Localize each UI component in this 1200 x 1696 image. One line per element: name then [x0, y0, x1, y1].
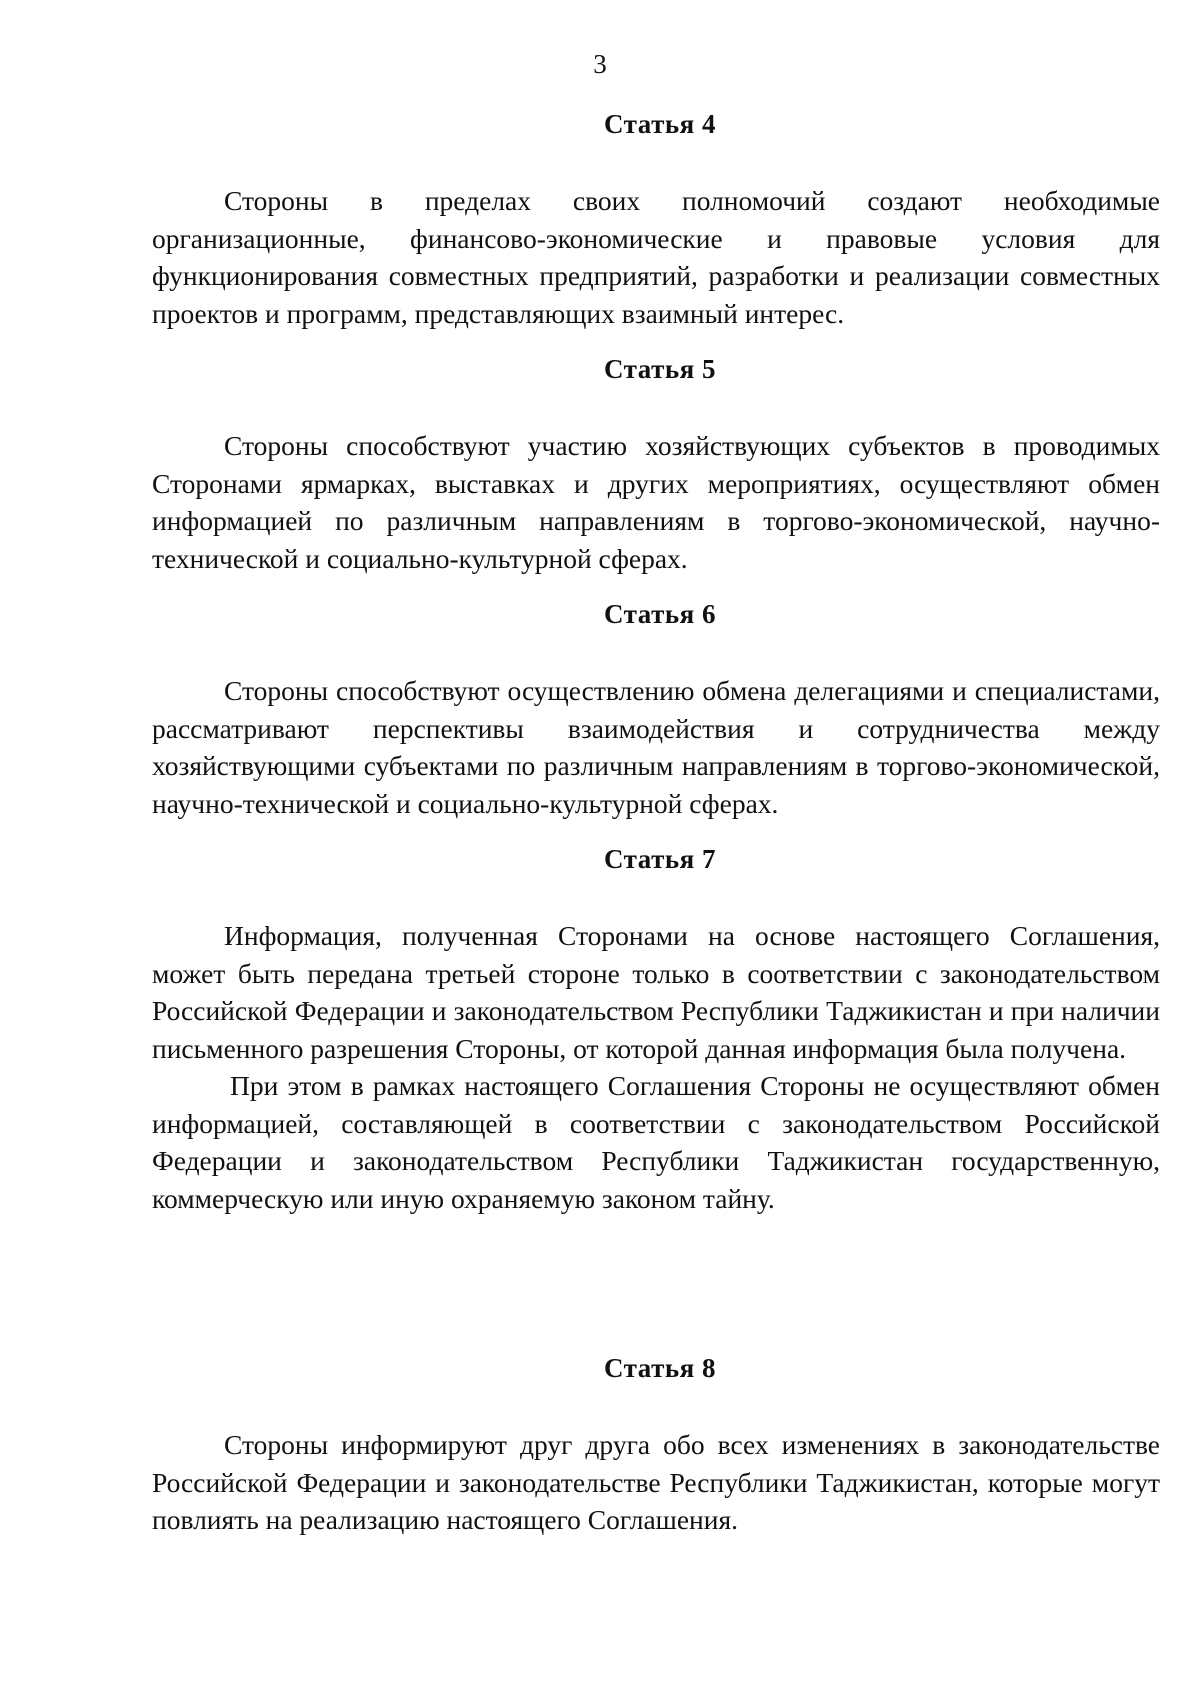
article-paragraph: Стороны способствуют участию хозяйствующих субъектов в проводимых Сторонами ярмарках, выставках и других мероприятиях, осуществляют обмен информацией по различным направлениям в торгово-экономической, научно-технической и социально-культурной сферах. — [152, 430, 1160, 574]
article-paragraph: Стороны в пределах своих полномочий создают необходимые организационные, финансово-экономические и правовые условия для функционирования совместных предприятий, разработки и реализации совместных проектов и программ, представляющих взаимный интерес. — [152, 185, 1160, 329]
article-7 — [152, 843, 1160, 1217]
article-title: Статья 6 — [604, 599, 716, 629]
article-title: Статья 7 — [604, 844, 716, 874]
article-paragraph: Стороны способствуют осуществлению обмена делегациями и специалистами, рассматривают перспективы взаимодействия и сотрудничества между хозяйствующими субъектами по различным направлениям в торгово-экономической, научно-технической и социально-культурной сферах. — [152, 675, 1160, 819]
article-title: Статья 4 — [604, 109, 716, 139]
article-5 — [152, 353, 1160, 577]
article-paragraph: При этом в рамках настоящего Соглашения Стороны не осуществляют обмен информацией, составляющей в соответствии с законодательством Российской Федерации и законодательством Республики Таджикистан государственную, коммерческую или иную охраняемую законом тайну. — [152, 1070, 1160, 1214]
page-number: 3 — [593, 49, 607, 79]
article-title: Статья 5 — [604, 354, 716, 384]
article-paragraph: Информация, полученная Сторонами на основе настоящего Соглашения, может быть передана третьей стороне только в соответствии с законодательством Российской Федерации и законодательством Республики Таджикистан и при наличии письменного разрешения Стороны, от которой данная информация была получена. — [152, 920, 1160, 1064]
article-8 — [152, 1352, 1160, 1539]
article-title: Статья 8 — [604, 1353, 716, 1383]
article-paragraph: Стороны информируют друг друга обо всех изменениях в законодательстве Российской Федерации и законодательстве Республики Таджикистан, которые могут повлиять на реализацию настоящего Соглашения. — [152, 1429, 1160, 1535]
article-4 — [152, 108, 1160, 332]
article-6 — [152, 598, 1160, 822]
